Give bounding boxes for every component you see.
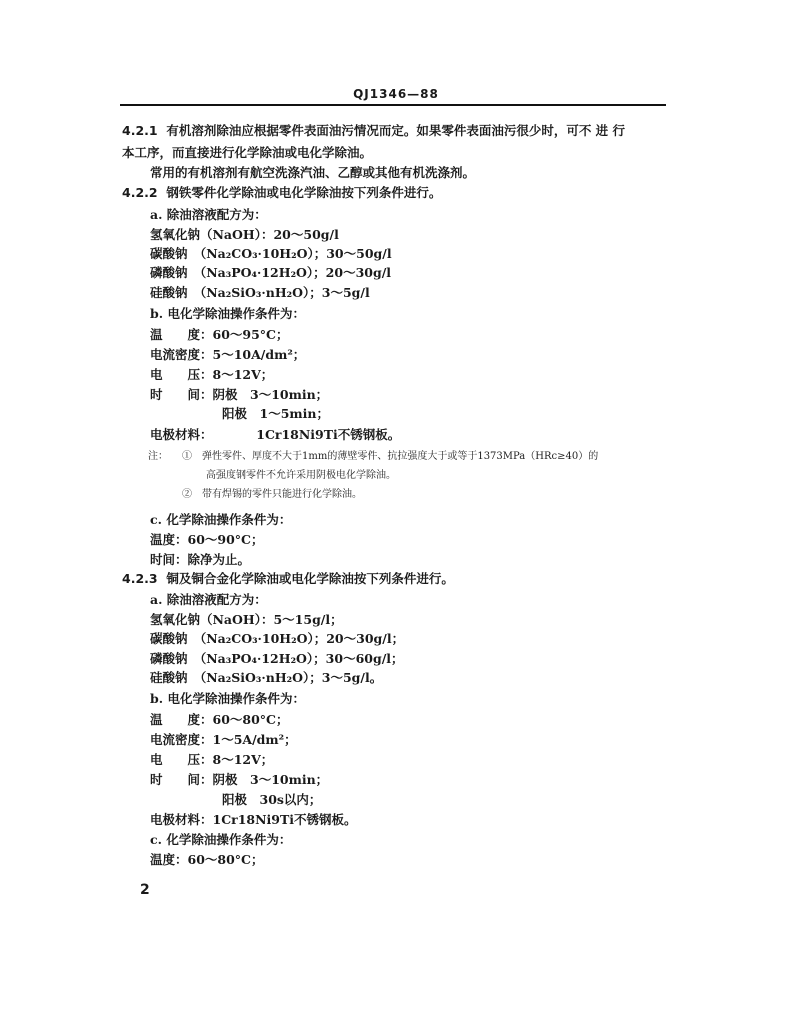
s422-b-title: b. 电化学除油操作条件为： [150, 306, 305, 321]
s422-b-electrode: 电极材料： 1Cr18Ni9Ti不锈钢板。 [150, 427, 401, 442]
section-4-2-2-title [122, 185, 441, 201]
s422-c-temp: 温度：60～90°C； [150, 532, 264, 547]
section-number: 4.2.3 [122, 571, 158, 586]
s422-b-time-anode: 阳极 1～5min； [222, 406, 329, 421]
section-number: 4.2.1 [122, 123, 158, 138]
note-2: ② 带有焊锡的零件只能进行化学除油。 [182, 489, 362, 500]
s422-a-line: 氢氧化钠（NaOH）：20～50g/l [150, 227, 339, 242]
s423-b-time-cathode: 时 间：阴极 3～10min； [150, 772, 329, 787]
s423-a-line: 磷酸钠 （Na₃PO₄·12H₂O）；30～60g/l； [150, 651, 404, 666]
s422-b-current: 电流密度：5～10A/dm²； [150, 347, 306, 362]
s423-b-voltage: 电 压：8～12V； [150, 752, 274, 767]
s423-b-temp: 温 度：60～80°C； [150, 712, 289, 727]
s422-c-time: 时间：除净为止。 [150, 552, 251, 567]
s423-a-title: a. 除油溶液配方为： [150, 592, 267, 607]
s422-b-temp: 温 度：60～95°C； [150, 327, 289, 342]
s423-a-line: 氢氧化钠（NaOH）：5～15g/l； [150, 612, 343, 627]
s423-b-electrode: 电极材料：1Cr18Ni9Ti不锈钢板。 [150, 812, 357, 827]
section-number: 4.2.2 [122, 185, 158, 200]
s422-a-line: 磷酸钠 （Na₃PO₄·12H₂O）；20～30g/l [150, 265, 392, 280]
doc-header: QJ1346—88 [353, 87, 439, 101]
s423-a-line: 硅酸钠 （Na₂SiO₃·nH₂O）；3～5g/l。 [150, 670, 383, 685]
s423-b-time-anode: 阳极 30s以内； [222, 792, 322, 807]
s422-a-line: 硅酸钠 （Na₂SiO₃·nH₂O）；3～5g/l [150, 285, 370, 300]
s423-b-current: 电流密度：1～5A/dm²； [150, 732, 297, 747]
s423-a-line: 碳酸钠 （Na₂CO₃·10H₂O）；20～30g/l； [150, 631, 405, 646]
s422-a-title: a. 除油溶液配方为： [150, 207, 267, 222]
s422-b-time-cathode: 时 间：阴极 3～10min； [150, 387, 329, 402]
section-4-2-1-line3: 常用的有机溶剂有航空洗涤汽油、乙醇或其他有机洗涤剂。 [150, 165, 476, 180]
paragraph-text: 有机溶剂除油应根据零件表面油污情况而定。如果零件表面油污很少时，可不 进 行 [166, 123, 626, 138]
s422-b-voltage: 电 压：8～12V； [150, 367, 274, 382]
section-4-2-1-line2: 本工序，而直接进行化学除油或电化学除油。 [122, 145, 373, 160]
header-rule [120, 104, 666, 106]
s422-a-line: 碳酸钠 （Na₂CO₃·10H₂O）；30～50g/l [150, 246, 392, 261]
page-number: 2 [140, 882, 150, 898]
s423-c-title: c. 化学除油操作条件为： [150, 832, 292, 847]
section-title: 钢铁零件化学除油或电化学除油按下列条件进行。 [166, 185, 442, 200]
s423-b-title: b. 电化学除油操作条件为： [150, 691, 305, 706]
section-title: 铜及铜合金化学除油或电化学除油按下列条件进行。 [166, 571, 454, 586]
s422-c-title: c. 化学除油操作条件为： [150, 512, 292, 527]
section-4-2-1-line1 [122, 123, 625, 139]
note-1-line2: 高强度钢零件不允许采用阴极电化学除油。 [206, 470, 396, 481]
section-4-2-3-title [122, 571, 454, 587]
note-1-line1: ① 弹性零件、厚度不大于1mm的薄壁零件、抗拉强度大于或等于1373MPa（HRc≥40）的 [182, 451, 599, 462]
s423-c-temp: 温度：60～80°C； [150, 852, 264, 867]
note-label: 注： [148, 451, 168, 462]
